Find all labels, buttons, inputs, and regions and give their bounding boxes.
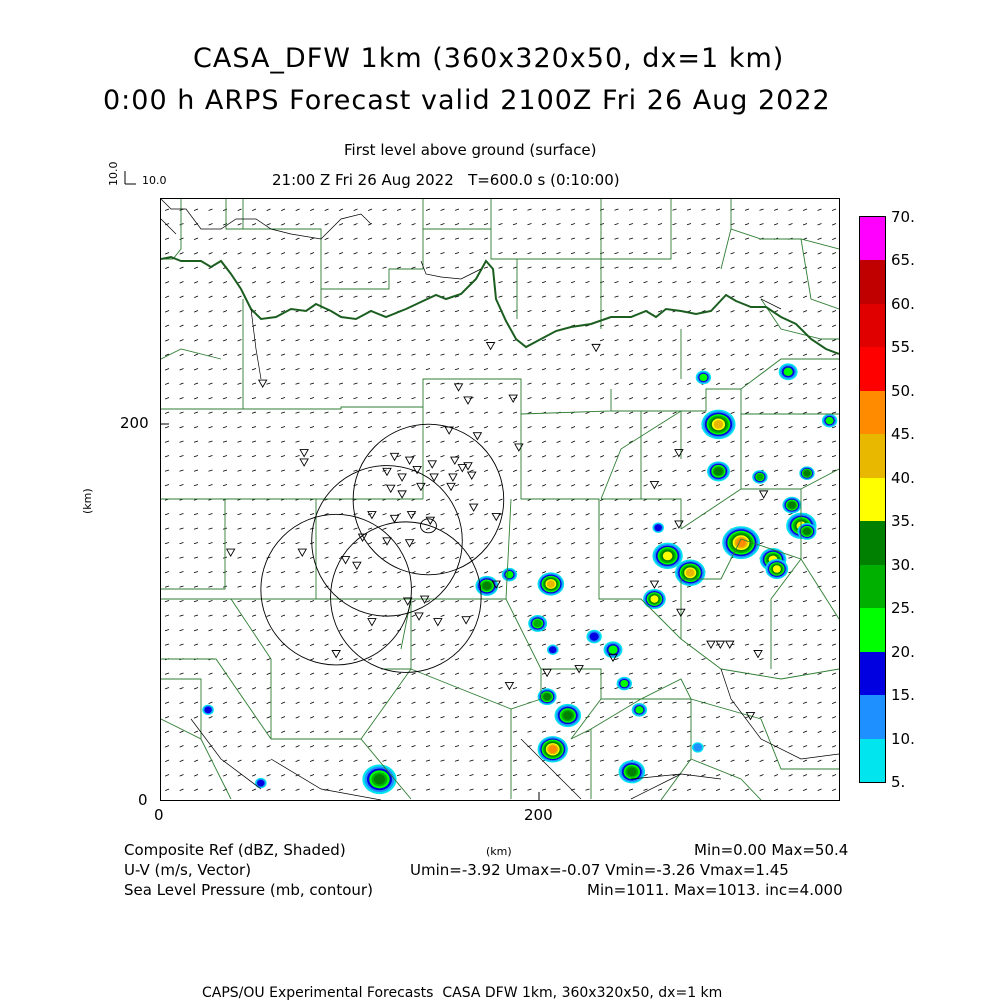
- storm-cell: [617, 677, 632, 691]
- storm-cell: [502, 568, 517, 582]
- station-marker: [332, 651, 340, 658]
- colorbar-label: 5.: [891, 773, 906, 791]
- wind-vector-field: [165, 209, 836, 791]
- y-axis-unit: (km): [81, 488, 94, 514]
- reflectivity-shading: [202, 363, 837, 794]
- storm-cell: [799, 466, 814, 480]
- river-lines: [161, 199, 839, 800]
- colorbar-segment: [860, 652, 885, 696]
- station-marker: [473, 433, 481, 440]
- station-marker: [300, 450, 308, 457]
- colorbar-label: 60.: [891, 294, 915, 313]
- radar-ring: [261, 514, 412, 665]
- station-marker: [458, 465, 466, 472]
- colorbar-label: 70.: [891, 208, 915, 226]
- station-marker: [342, 557, 350, 564]
- station-marker: [449, 474, 457, 481]
- storm-cell: [547, 645, 559, 655]
- station-marker: [227, 549, 235, 556]
- storm-cell: [782, 497, 801, 514]
- colorbar-label: 45.: [891, 425, 915, 444]
- station-marker: [413, 466, 421, 473]
- county-boundaries: [161, 199, 839, 800]
- station-marker: [470, 504, 478, 511]
- legend-pressure: Sea Level Pressure (mb, contour): [124, 881, 373, 899]
- station-marker: [406, 540, 414, 547]
- colorbar-label: 65.: [891, 251, 915, 270]
- station-marker: [515, 444, 523, 451]
- legend-reflectivity: Composite Ref (dBZ, Shaded): [124, 841, 346, 859]
- legend-pressure-range: Min=1011. Max=1013. inc=4.000: [587, 881, 843, 899]
- colorbar-segment: [860, 347, 885, 391]
- storm-cell: [604, 641, 623, 658]
- wind-vectors: [165, 209, 836, 791]
- storm-cell: [797, 523, 816, 540]
- axis-ticks: [161, 424, 539, 800]
- station-marker: [455, 384, 463, 391]
- station-marker: [368, 512, 376, 519]
- storm-cell: [202, 705, 214, 715]
- colorbar-segment: [860, 217, 885, 261]
- colorbar-segment: [860, 739, 885, 783]
- station-marker: [259, 380, 267, 387]
- red-river-boundary: [161, 257, 839, 354]
- storm-cell: [555, 704, 582, 727]
- x-tick-0: 0: [154, 806, 164, 824]
- station-marker: [492, 513, 500, 520]
- colorbar-label: 50.: [891, 381, 915, 400]
- vector-ref-horizontal-label: 10.0: [142, 174, 167, 187]
- colorbar-segment: [860, 478, 885, 522]
- y-tick-0: 0: [138, 791, 148, 809]
- station-marker: [505, 682, 513, 689]
- storm-cell: [528, 615, 547, 632]
- station-marker: [300, 459, 308, 466]
- colorbar-segment: [860, 260, 885, 304]
- storm-cell: [765, 559, 788, 579]
- storm-cell: [822, 414, 837, 428]
- title-line-1: CASA_DFW 1km (360x320x50, dx=1 km): [193, 43, 785, 74]
- station-marker: [406, 457, 414, 464]
- station-marker: [368, 619, 376, 626]
- radar-coverage-rings: [261, 424, 504, 672]
- colorbar-label: 30.: [891, 555, 915, 574]
- colorbar-segment: [860, 608, 885, 652]
- colorbar-segment: [860, 565, 885, 609]
- storm-cell: [619, 760, 646, 783]
- station-marker: [428, 461, 436, 468]
- station-marker: [707, 641, 715, 648]
- vector-ref-vertical-label: 10.0: [107, 161, 120, 186]
- storm-cell: [538, 688, 557, 705]
- station-marker: [462, 617, 470, 624]
- x-tick-200: 200: [524, 806, 553, 824]
- storm-cell: [722, 526, 760, 559]
- storm-cell: [779, 363, 798, 380]
- map-plot-area: [160, 198, 840, 801]
- storm-cell: [538, 736, 568, 762]
- station-marker: [417, 483, 425, 490]
- colorbar-label: 35.: [891, 512, 915, 531]
- map-canvas: [161, 199, 839, 800]
- storm-cell: [586, 630, 601, 644]
- radar-ring: [312, 466, 463, 617]
- storm-cell: [752, 470, 767, 484]
- colorbar-label: 15.: [891, 686, 915, 705]
- colorbar-segment: [860, 434, 885, 478]
- radar-ring: [331, 522, 482, 673]
- station-marker: [398, 474, 406, 481]
- storm-cell: [707, 461, 730, 481]
- legend-wind-range: Umin=-3.92 Umax=-0.07 Vmin=-3.26 Vmax=1.45: [410, 861, 789, 879]
- colorbar-segment: [860, 695, 885, 739]
- station-marker: [407, 512, 415, 519]
- storm-cell: [632, 703, 647, 717]
- storm-cell: [643, 589, 666, 609]
- station-marker: [387, 485, 395, 492]
- footer-credit: CAPS/OU Experimental Forecasts CASA DFW 1km, 360x320x50, dx=1 km: [202, 985, 723, 1001]
- station-marker: [353, 562, 361, 569]
- station-marker: [543, 669, 551, 676]
- storm-cell: [696, 371, 711, 385]
- station-marker: [650, 581, 658, 588]
- colorbar-segment: [860, 304, 885, 348]
- station-marker: [383, 468, 391, 475]
- station-marker: [592, 344, 600, 351]
- colorbar-label: 40.: [891, 468, 915, 487]
- storm-cell: [692, 742, 704, 752]
- y-tick-200: 200: [120, 414, 149, 432]
- colorbar-label: 55.: [891, 338, 915, 357]
- station-marker: [650, 481, 658, 488]
- station-marker: [298, 549, 306, 556]
- valid-time-label: 21:00 Z Fri 26 Aug 2022 T=600.0 s (0:10:00): [272, 171, 620, 189]
- station-marker: [675, 521, 683, 528]
- x-axis-unit: (km): [486, 845, 512, 858]
- storm-cell: [538, 572, 565, 595]
- colorbar-segment: [860, 521, 885, 565]
- station-marker: [434, 619, 442, 626]
- colorbar-label: 25.: [891, 599, 915, 618]
- storm-cell: [362, 765, 396, 795]
- legend-reflectivity-range: Min=0.00 Max=50.4: [694, 841, 849, 859]
- colorbar-label: 10.: [891, 729, 915, 748]
- station-marker: [426, 517, 434, 524]
- storm-cell: [652, 543, 682, 569]
- station-marker: [468, 472, 476, 479]
- station-marker: [415, 613, 423, 620]
- station-marker: [447, 483, 455, 490]
- station-marker: [391, 515, 399, 522]
- title-line-2: 0:00 h ARPS Forecast valid 2100Z Fri 26 Aug 2022: [103, 85, 831, 116]
- station-marker: [487, 342, 495, 349]
- station-marker: [451, 457, 459, 464]
- storm-cell: [701, 410, 735, 440]
- storm-cell: [652, 522, 664, 532]
- station-marker: [398, 491, 406, 498]
- station-marker: [760, 491, 768, 498]
- colorbar-segment: [860, 391, 885, 435]
- legend-wind: U-V (m/s, Vector): [124, 861, 252, 879]
- level-label: First level above ground (surface): [344, 141, 597, 159]
- storm-cell: [255, 778, 267, 788]
- colorbar: [859, 216, 886, 783]
- station-marker: [754, 651, 762, 658]
- colorbar-label: 20.: [891, 642, 915, 661]
